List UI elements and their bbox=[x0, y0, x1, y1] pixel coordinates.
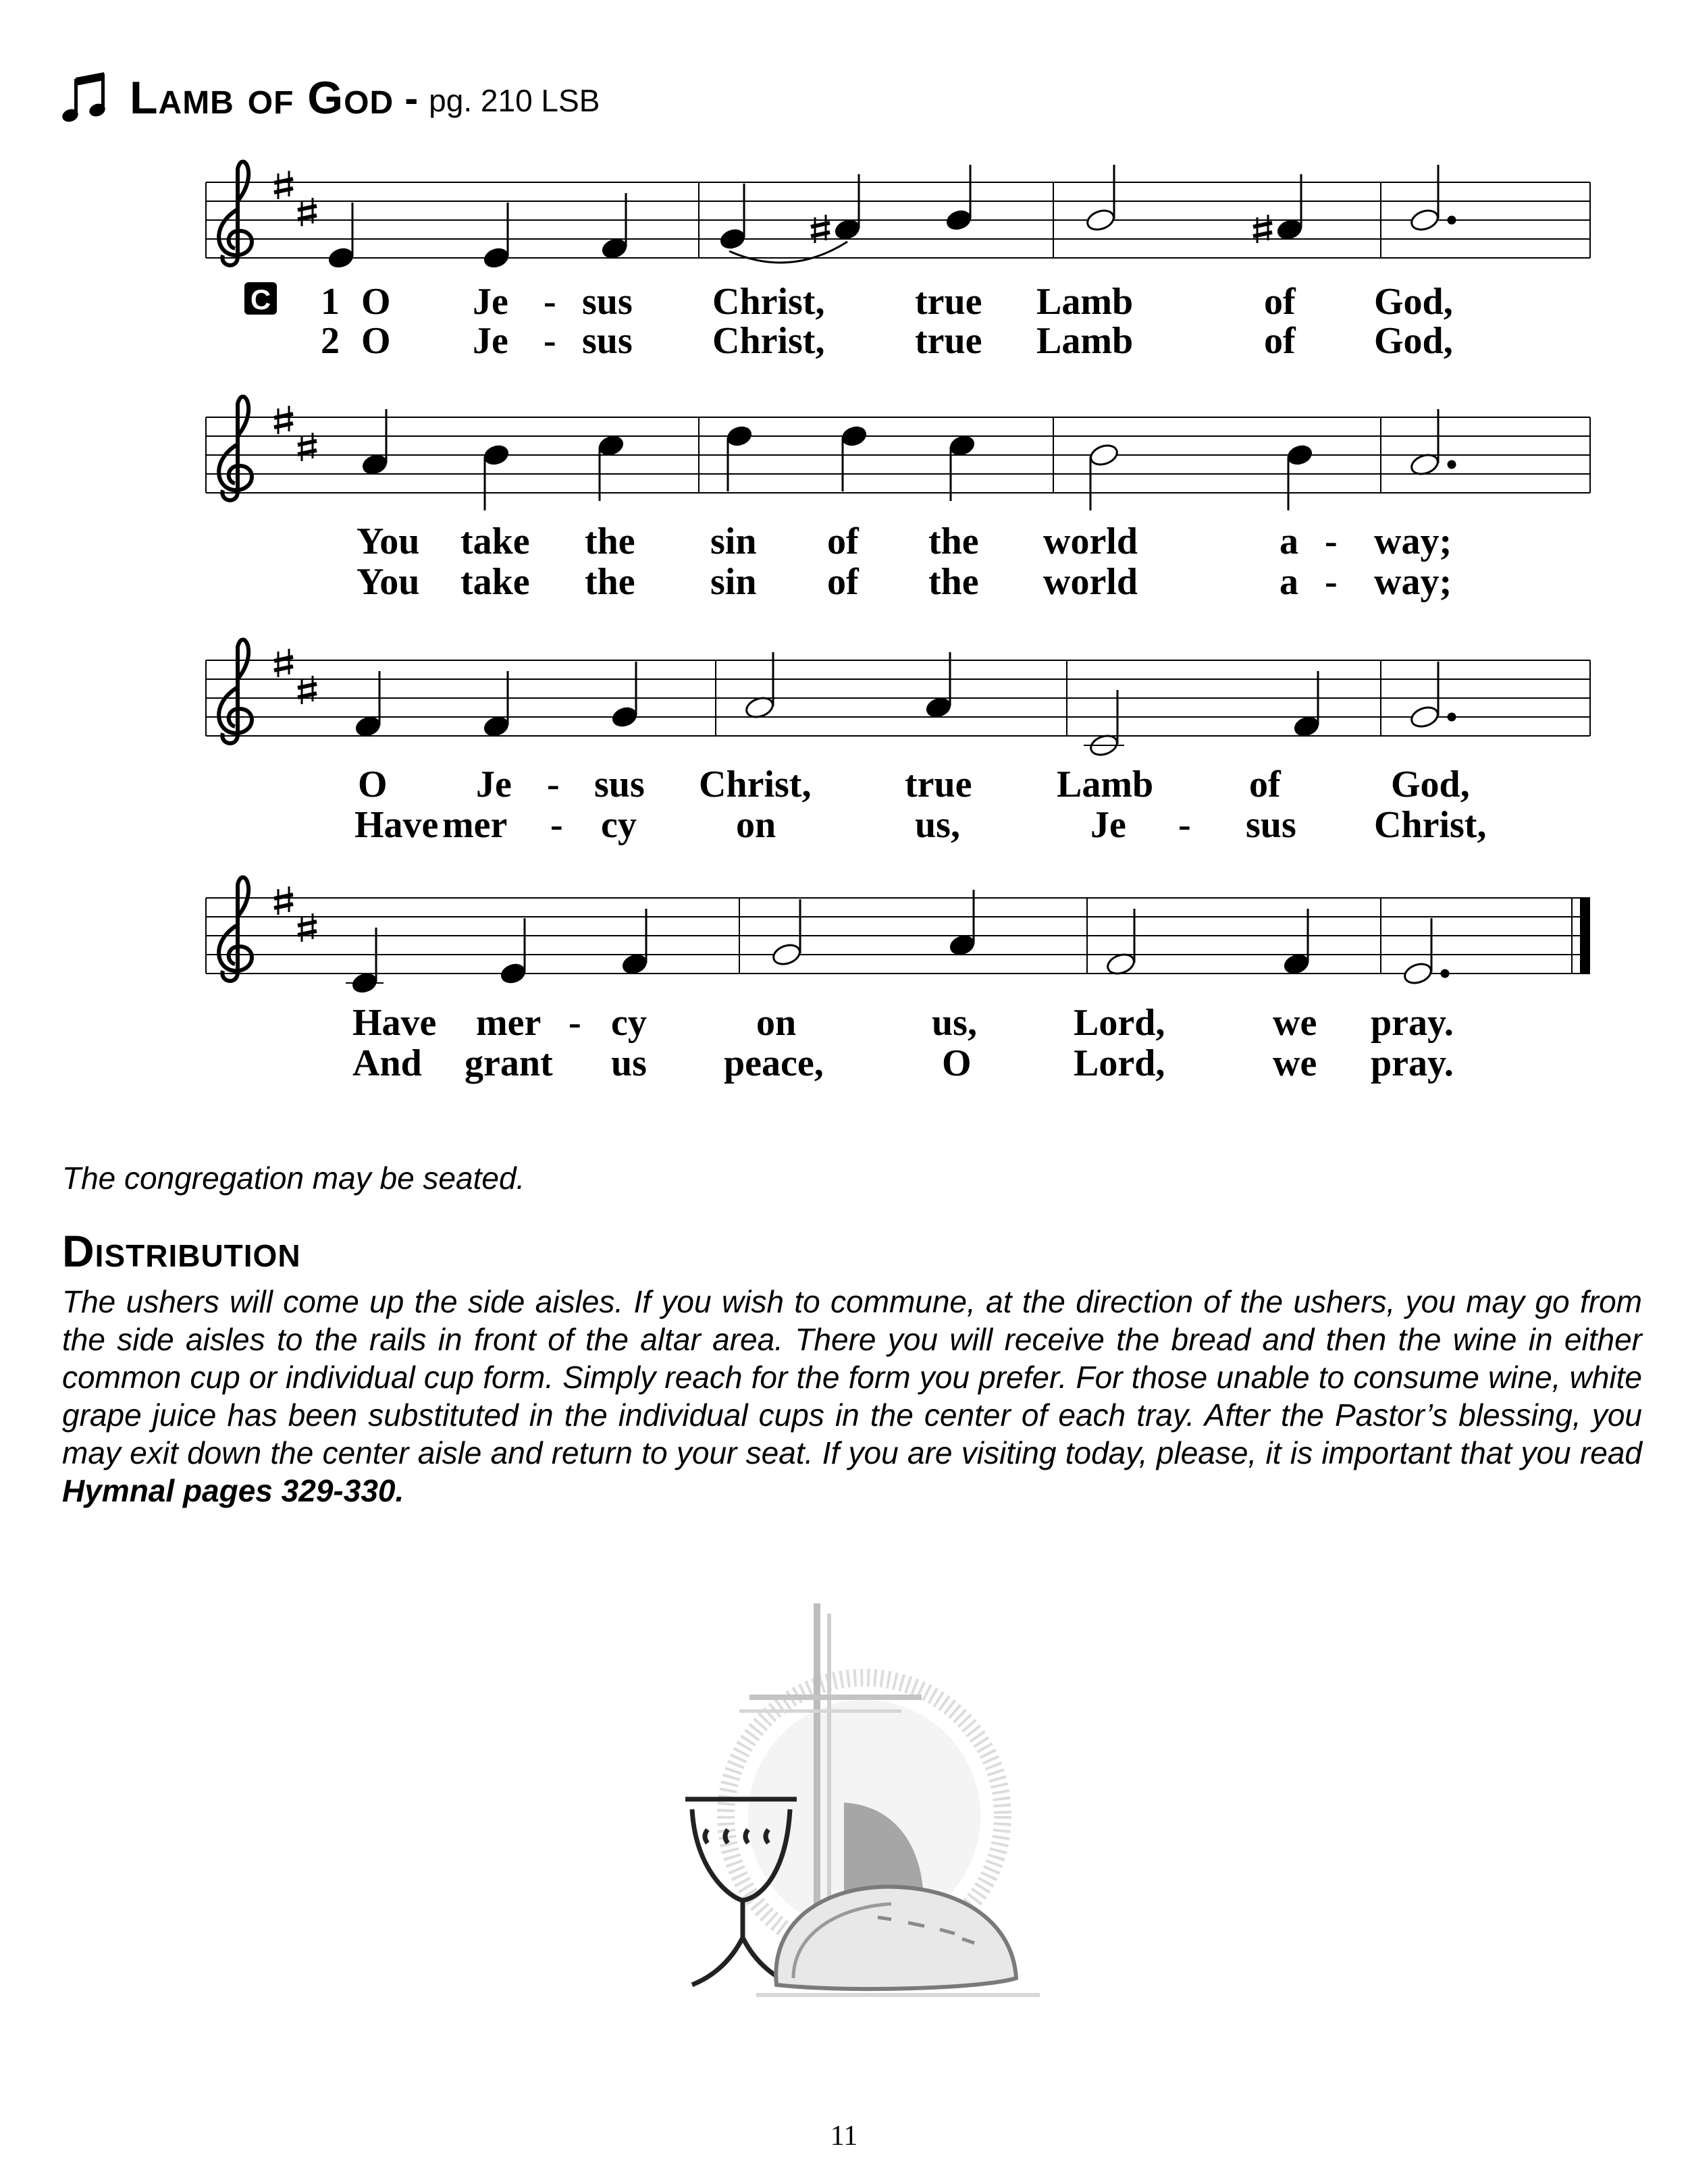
staff-system-2 bbox=[206, 397, 1590, 510]
sharp-icon bbox=[298, 198, 317, 226]
lyric-syllable: Lamb bbox=[1057, 764, 1154, 805]
lyric-syllable: cy bbox=[611, 1002, 647, 1044]
lyric-syllable: way; bbox=[1374, 561, 1452, 603]
lyric-syllable: take bbox=[460, 561, 530, 603]
lyric-syllable: true bbox=[905, 764, 972, 805]
lyric-syllable: Have bbox=[354, 804, 439, 846]
sharp-icon bbox=[298, 433, 317, 461]
notes bbox=[354, 652, 1455, 758]
lyric-hyphen: - bbox=[569, 1002, 581, 1044]
lyric-syllable: way; bbox=[1374, 521, 1452, 562]
title-separator: - bbox=[404, 75, 419, 121]
lyric-syllable: a bbox=[1280, 521, 1298, 562]
lyric-syllable: us bbox=[611, 1042, 647, 1084]
lyric-syllable: Lamb bbox=[1036, 320, 1134, 362]
notes bbox=[361, 409, 1455, 510]
seating-instruction: The congregation may be seated. bbox=[62, 1161, 525, 1196]
lyric-syllable: Lamb bbox=[1036, 281, 1134, 323]
lyric-syllable: on bbox=[756, 1002, 797, 1044]
congregation-mark bbox=[244, 282, 277, 315]
distribution-text: The ushers will come up the side aisles. If you wish to commune, at the direction of the ushers, you may go from the side aisles to the rails in front of the altar area. There you will receive the bread and then the wine in either common cup or individual cup form. Simply reach for the form you prefer. For those unable to consume wine, white grape juice has been substituted in the individual cups in the center of each tray. After the Pastor’s blessing, you may exit down the center aisle and return to your seat. If you are visiting today, please, it is important that you read bbox=[62, 1284, 1642, 1470]
lyric-syllable: God, bbox=[1391, 764, 1470, 805]
lyric-syllable: a bbox=[1280, 561, 1298, 603]
lyric-syllable: pray. bbox=[1371, 1042, 1454, 1084]
final-barline bbox=[1580, 898, 1590, 974]
lyric-syllable: the bbox=[585, 521, 635, 562]
distribution-paragraph bbox=[62, 1283, 1642, 1510]
lyrics-system-4 bbox=[352, 1002, 1454, 1084]
lyric-syllable: pray. bbox=[1371, 1002, 1454, 1044]
staff-system-1 bbox=[206, 162, 1590, 270]
lyric-syllable: the bbox=[928, 561, 979, 603]
lyric-hyphen: - bbox=[547, 764, 560, 805]
lyric-syllable: Je bbox=[473, 320, 508, 362]
lyric-hyphen: - bbox=[550, 804, 563, 846]
lyrics-system-3 bbox=[354, 764, 1486, 846]
lyric-syllable: we bbox=[1273, 1002, 1317, 1044]
lyric-syllable: we bbox=[1273, 1042, 1317, 1084]
sharp-icon bbox=[298, 676, 317, 704]
lyric-syllable: O bbox=[358, 764, 388, 805]
lyrics-system-2 bbox=[357, 521, 1452, 603]
lyric-syllable: true bbox=[915, 320, 982, 362]
lyric-syllable: mer bbox=[442, 804, 508, 846]
slur bbox=[729, 242, 847, 263]
sharp-icon bbox=[274, 406, 293, 434]
lyric-syllable: God, bbox=[1374, 320, 1453, 362]
lyric-syllable: of bbox=[827, 521, 859, 562]
lyric-syllable: Christ, bbox=[712, 281, 825, 323]
lyric-syllable: sin bbox=[710, 561, 757, 603]
notes bbox=[327, 165, 1455, 269]
lyric-syllable: You bbox=[357, 521, 420, 562]
lyric-syllable: Have bbox=[352, 1002, 437, 1044]
lyric-syllable: sus bbox=[594, 764, 645, 805]
lyric-syllable: Je bbox=[473, 281, 508, 323]
lyrics-system-1 bbox=[321, 281, 1453, 362]
treble-clef-icon bbox=[219, 878, 252, 981]
lyric-syllable: God, bbox=[1374, 281, 1453, 323]
lyric-syllable: Lord, bbox=[1074, 1002, 1165, 1044]
staff-system-4 bbox=[206, 878, 1590, 995]
lyric-syllable: on bbox=[736, 804, 776, 846]
lyric-syllable: of bbox=[827, 561, 859, 603]
treble-clef-icon bbox=[219, 162, 252, 265]
lyric-hyphen: - bbox=[1325, 521, 1338, 562]
sharp-icon bbox=[274, 171, 293, 199]
section-title-distribution: Distribution bbox=[62, 1226, 301, 1276]
lyric-syllable: Christ, bbox=[1374, 804, 1487, 846]
lyric-syllable: grant bbox=[465, 1042, 553, 1084]
verse-number: 2 bbox=[321, 320, 340, 362]
lyric-syllable: O bbox=[942, 1042, 972, 1084]
lyric-syllable: of bbox=[1264, 281, 1296, 323]
lyric-syllable: And bbox=[352, 1042, 422, 1084]
lyric-syllable: of bbox=[1264, 320, 1296, 362]
lyric-syllable: cy bbox=[601, 804, 637, 846]
lyric-syllable: Je bbox=[476, 764, 512, 805]
lyric-syllable: Christ, bbox=[712, 320, 825, 362]
lyric-syllable: O bbox=[361, 281, 391, 323]
lyric-syllable: Christ, bbox=[699, 764, 812, 805]
lyric-syllable: of bbox=[1249, 764, 1281, 805]
lyric-hyphen: - bbox=[1178, 804, 1191, 846]
lyric-syllable: sin bbox=[710, 521, 757, 562]
lyric-syllable: peace, bbox=[724, 1042, 824, 1084]
page-number: 11 bbox=[830, 2121, 858, 2152]
lyric-syllable: O bbox=[361, 320, 391, 362]
lyric-syllable: mer bbox=[476, 1002, 542, 1044]
lyric-syllable: Je bbox=[1090, 804, 1126, 846]
lyric-syllable: You bbox=[357, 561, 420, 603]
lyric-syllable: sus bbox=[1246, 804, 1296, 846]
lyric-syllable: sus bbox=[582, 320, 633, 362]
sharp-icon bbox=[274, 649, 293, 677]
communion-illustration bbox=[675, 1600, 1053, 2019]
svg-text:C: C bbox=[250, 284, 271, 315]
lyric-syllable: us, bbox=[932, 1002, 977, 1044]
lyric-hyphen: - bbox=[544, 320, 556, 362]
lyric-hyphen: - bbox=[1325, 561, 1338, 603]
lyric-syllable: the bbox=[585, 561, 635, 603]
lyric-syllable: take bbox=[460, 521, 530, 562]
notes bbox=[346, 890, 1448, 994]
hymnal-pages-emphasis: Hymnal pages 329-330. bbox=[62, 1473, 404, 1508]
staff-system-3 bbox=[206, 640, 1590, 759]
hymn-title: Lamb of God bbox=[130, 72, 394, 124]
treble-clef-icon bbox=[219, 640, 252, 743]
lyric-hyphen: - bbox=[544, 281, 556, 323]
lyric-syllable: world bbox=[1043, 521, 1138, 562]
lyric-syllable: world bbox=[1043, 561, 1138, 603]
lyric-syllable: true bbox=[915, 281, 982, 323]
lyric-syllable: the bbox=[928, 521, 979, 562]
hymnal-reference: pg. 210 LSB bbox=[429, 83, 600, 118]
lyric-syllable: us, bbox=[915, 804, 960, 846]
lyric-syllable: sus bbox=[582, 281, 633, 323]
treble-clef-icon bbox=[219, 397, 252, 500]
sharp-icon bbox=[298, 913, 317, 942]
lyric-syllable: Lord, bbox=[1074, 1042, 1165, 1084]
sharp-icon bbox=[274, 886, 293, 915]
verse-number: 1 bbox=[321, 281, 340, 323]
